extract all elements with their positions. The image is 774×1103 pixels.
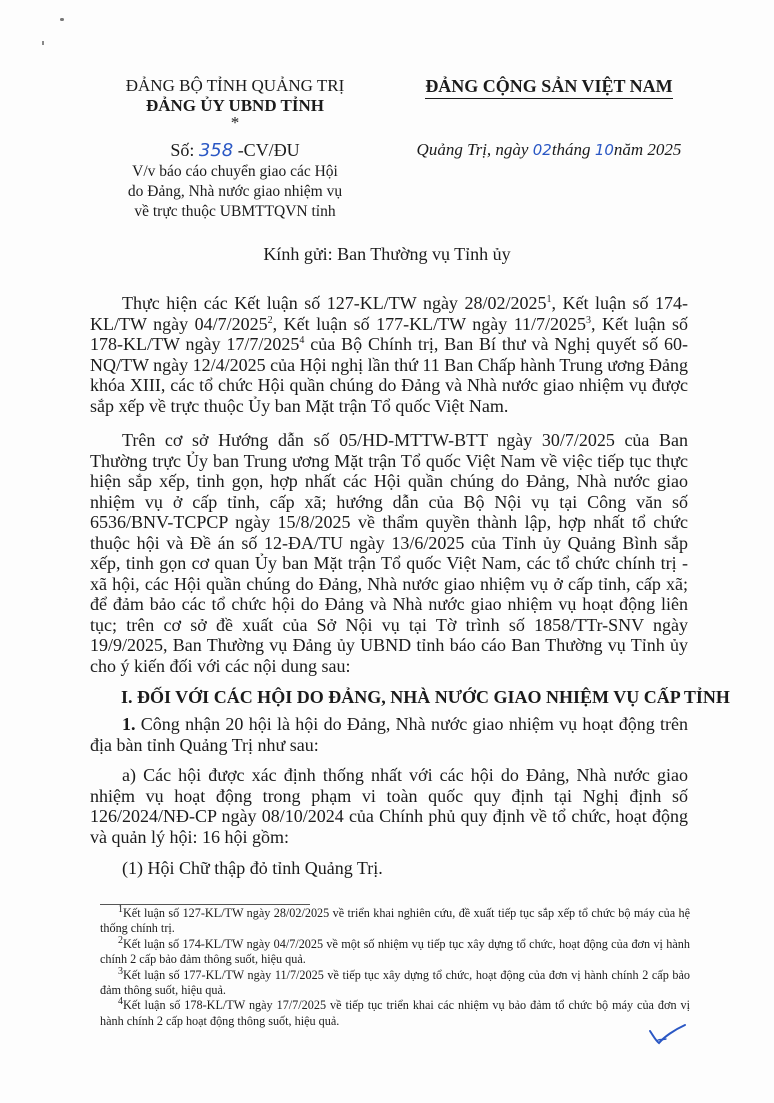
footnote-number: 2 — [118, 934, 123, 946]
date-day-handwritten: 02 — [532, 141, 552, 159]
subject-line-3: về trực thuộc UBMTTQVN tỉnh — [134, 203, 336, 220]
footnote-2 — [100, 934, 690, 968]
item-a — [90, 765, 688, 847]
item-1-number: 1. — [122, 714, 136, 734]
footnote-text: Kết luận số 177-KL/TW ngày 11/7/2025 về tiếp tục xây dựng tổ chức, hoạt động của đơn vị hành chính 2 cấp bảo đảm thông suốt, hiệu quả. — [100, 967, 690, 998]
date-prefix: Quảng Trị, ngày — [416, 140, 529, 159]
paragraph-1-text: của Bộ Chính trị, Ban Bí thư và Nghị quyết số 60-NQ/TW ngày 12/4/2025 của Hội nghị lần thứ 11 Ban Chấp hành Trung ương Đảng khóa XIII, các tổ chức Hội quần chúng do Đảng và Nhà nước giao nhiệm vụ được sắp xếp về trực thuộc Ủy ban Mặt trận Tổ quốc Việt Nam. — [90, 334, 688, 416]
footnote-ref: 1 — [546, 294, 552, 305]
initials-tick-mark — [648, 1021, 688, 1047]
salutation: Kính gửi: Ban Thường vụ Tỉnh ủy — [263, 244, 511, 264]
subject-line-1: V/v báo cáo chuyển giao các Hội — [132, 163, 338, 180]
footnote-ref: 2 — [267, 314, 273, 326]
document-number — [100, 140, 370, 161]
date-month-handwritten: 10 — [594, 141, 614, 159]
item-1 — [90, 714, 688, 755]
footnote-ref: 3 — [586, 314, 592, 326]
document-number-suffix: -CV/ĐU — [237, 140, 300, 160]
document-number-label: Số: — [170, 140, 195, 160]
paragraph-2 — [90, 430, 688, 676]
item-a-1 — [90, 858, 688, 879]
item-a-1-text: (1) Hội Chữ thập đỏ tỉnh Quảng Trị. — [122, 858, 383, 878]
footnote-text: Kết luận số 174-KL/TW ngày 04/7/2025 về một số nhiệm vụ tiếp tục xây dựng tổ chức, hoạt động của đơn vị hành chính 2 cấp bảo đảm thông suốt, hiệu quả. — [100, 936, 690, 967]
subject-line-2: do Đảng, Nhà nước giao nhiệm vụ — [127, 183, 343, 200]
paragraph-1-text: , Kết luận số 177-KL/TW ngày 11/7/2025 — [272, 313, 587, 334]
paragraph-1-text: , Kết luận số 178-KL/TW ngày 17/7/2025 — [90, 313, 689, 354]
document-number-handwritten: 358 — [198, 140, 234, 161]
footnote-1 — [100, 903, 690, 937]
date-line — [414, 140, 684, 160]
issuer-line-1: ĐẢNG BỘ TỈNH QUẢNG TRỊ — [125, 76, 345, 95]
issuer-line-2: ĐẢNG ỦY UBND TỈNH — [145, 96, 325, 115]
footnotes — [100, 903, 690, 1029]
scan-speck — [42, 41, 44, 45]
footnote-number: 4 — [118, 996, 123, 1008]
section-heading: I. ĐỐI VỚI CÁC HỘI DO ĐẢNG, NHÀ NƯỚC GIAO NHIỆM VỤ CẤP TỈNH — [121, 687, 730, 707]
scan-speck — [60, 18, 64, 21]
date-year: năm 2025 — [613, 140, 682, 159]
item-1-text: Công nhận 20 hội là hội do Đảng, Nhà nước giao nhiệm vụ hoạt động trên địa bàn tỉnh Quảng Trị như sau: — [90, 714, 688, 755]
issuer-block — [100, 76, 370, 221]
date-month-label: tháng — [551, 140, 591, 159]
footnote-4 — [100, 998, 690, 1029]
footnote-text: Kết luận số 127-KL/TW ngày 28/02/2025 về triển khai nghiên cứu, đề xuất tiếp tục sắp xếp tổ chức bộ máy của hệ thống chính trị. — [100, 906, 690, 936]
party-block — [414, 76, 684, 99]
issuer-star: * — [230, 113, 240, 132]
paragraph-1-text: Thực hiện các Kết luận số 127-KL/TW ngày 28/02/2025 — [122, 293, 547, 313]
footnote-3 — [100, 965, 690, 999]
footnote-ref: 4 — [299, 335, 305, 346]
party-name: ĐẢNG CỘNG SẢN VIỆT NAM — [425, 76, 672, 99]
footnote-number: 1 — [118, 903, 123, 915]
paragraph-2-text: Trên cơ sở Hướng dẫn số 05/HD-MTTW-BTT ngày 30/7/2025 của Ban Thường trực Ủy ban Trung ương Mặt trận Tổ quốc Việt Nam về việc tiếp tục thực hiện sắp xếp, tinh gọn, hợp nhất các Hội quần chúng do Đảng, Nhà nước giao nhiệm vụ ở cấp tỉnh, cấp xã; hướng dẫn của Bộ Nội vụ tại Công văn số 6536/BNV-TCPCP ngày 15/8/2025 về thẩm quyền thành lập, hợp nhất tổ chức thuộc hội và Đề án số 12-ĐA/TU ngày 13/6/2025 của Tỉnh ủy Quảng Bình sắp xếp, tinh gọn cơ quan Ủy ban Mặt trận Tổ quốc Việt Nam, các tổ chức chính trị - xã hội, các Hội quần chúng do Đảng, Nhà nước giao nhiệm vụ ở cấp tỉnh, cấp xã; để đảm bảo các tổ chức hội do Đảng và Nhà nước giao nhiệm vụ hoạt động liên tục; trên cơ sở đề xuất của Sở Nội vụ tại Tờ trình số 1858/TTr-SNV ngày 19/9/2025, Ban Thường vụ Đảng ủy UBND tỉnh báo cáo Ban Thường vụ Tỉnh ủy cho ý kiến đối với các nội dung sau: — [90, 430, 688, 676]
footnote-separator — [100, 904, 310, 905]
footnote-number: 3 — [118, 965, 123, 977]
footnote-text: Kết luận số 178-KL/TW ngày 17/7/2025 về tiếp tục triển khai các nhiệm vụ bảo đảm tổ chức bộ máy của đơn vị hành chính 2 cấp hoạt động thông suốt, hiệu quả. — [100, 998, 690, 1028]
item-a-text: a) Các hội được xác định thống nhất với các hội do Đảng, Nhà nước giao nhiệm vụ hoạt động trong phạm vi toàn quốc quy định tại Nghị định số 126/2024/NĐ-CP ngày 08/10/2024 của Chính phủ quy định về tổ chức, hoạt động và quản lý hội: 16 hội gồm: — [90, 765, 688, 847]
paragraph-1-text: , Kết luận số 174-KL/TW ngày 04/7/2025 — [90, 293, 688, 334]
paragraph-1 — [90, 293, 688, 416]
